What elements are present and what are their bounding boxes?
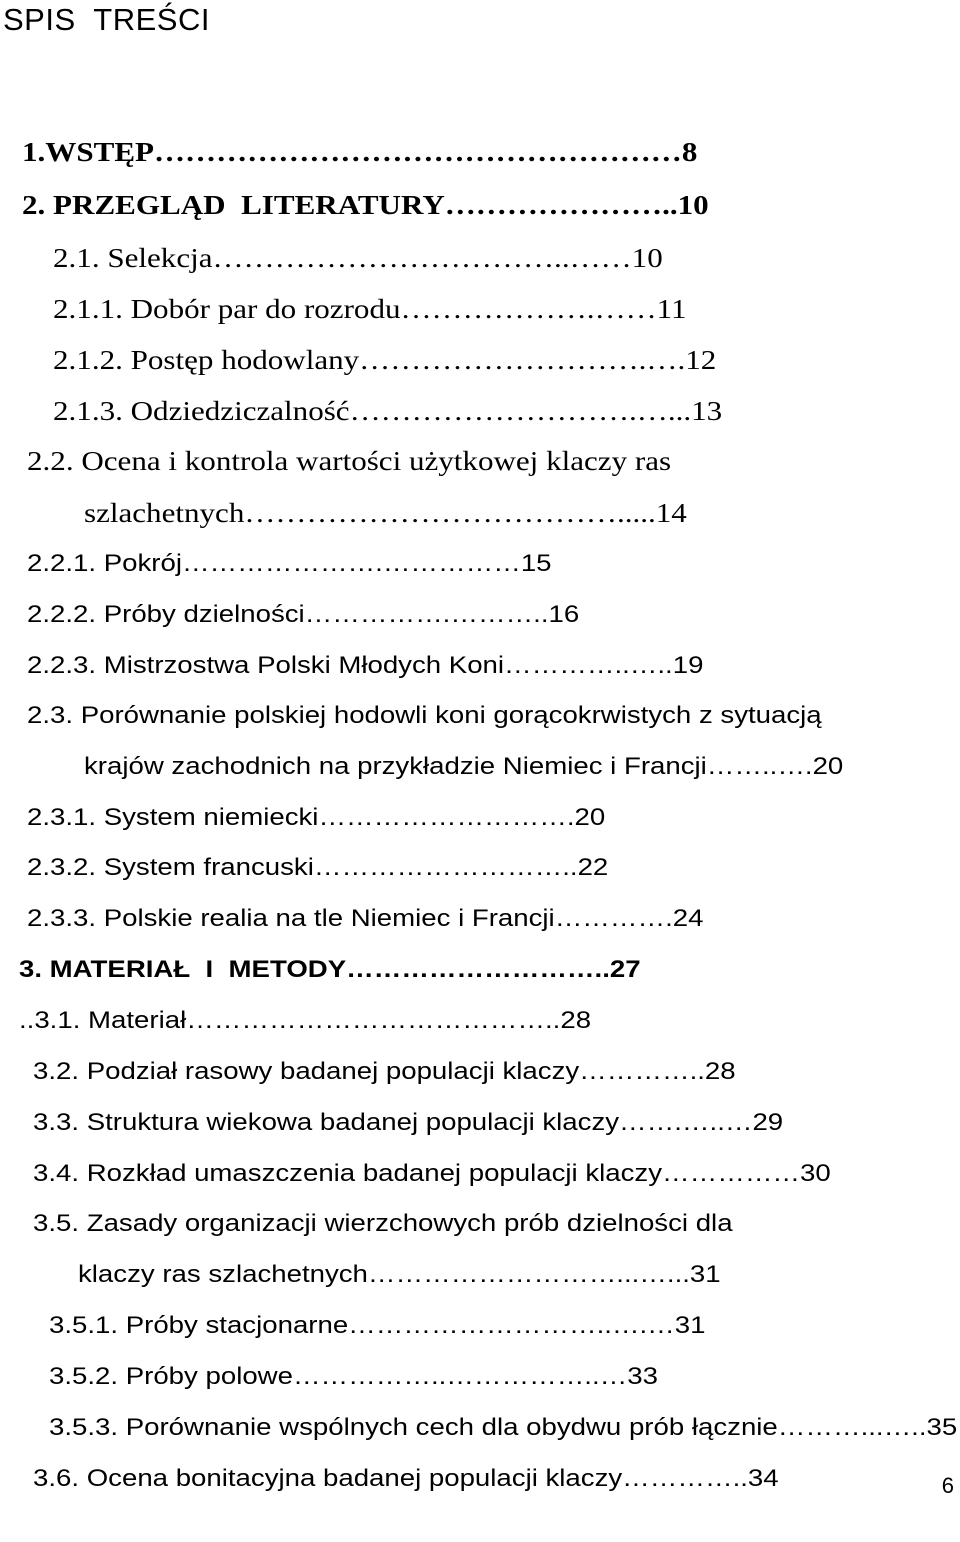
toc-entry-3-5: [17, 1164, 942, 1237]
toc-heading: SPIS TREŚCI: [3, 2, 210, 37]
toc-entry-2-3: [11, 656, 942, 729]
toc-entry-text: 3.6. Ocena bonitacyjna badanej populacji klaczy…………..34: [33, 1465, 779, 1492]
toc-entry-text: 3.5. Zasady organizacji wierzchowych prób dzielności dla: [33, 1210, 733, 1237]
toc-entry-text: 2.2.3. Mistrzostwa Polski Młodych Koni…………..…..19: [27, 652, 704, 679]
toc-entry-text: 2.1. Selekcja……………………………..……10: [53, 243, 663, 273]
toc-entry-text: 3.5.2. Próby polowe……………..……………..…33: [49, 1363, 658, 1390]
toc-entry-3-5-cont: [62, 1215, 942, 1288]
toc-entry-text: 3.3. Struktura wiekowa badanej populacji klaczy…….…..…29: [33, 1109, 784, 1136]
toc-entry-text: 2.2. Ocena i kontrola wartości użytkowej klaczy ras: [27, 446, 672, 476]
toc-entry-3: [3, 910, 948, 983]
toc-entry-text: 2.1.1. Dobór par do rozrodu……………….……11: [53, 294, 687, 324]
toc-entry-2-1-2: [37, 300, 942, 375]
toc-entry-text: 3.5.1. Próby stacjonarne………………………..….…31: [49, 1312, 706, 1339]
toc-entry-3-6: [17, 1419, 942, 1492]
toc-entry-3-5-3: [33, 1368, 958, 1441]
toc-entry-2-1: [37, 198, 942, 273]
toc-entry-3-4: [17, 1114, 942, 1187]
toc-entry-2-1-3: [37, 351, 942, 426]
toc-entry-text: 2.2.1. Pokrój………………….……………15: [27, 550, 552, 577]
toc-entry-2-2: [11, 401, 942, 476]
toc-entry-text: 2.1.2. Postęp hodowlany……………………….….12: [53, 345, 717, 375]
toc-entry-2-2-cont: [68, 453, 942, 528]
toc-entry-text: 3.5.3. Porównanie wspólnych cech dla obydwu prób łącznie………...…..35: [49, 1414, 958, 1441]
toc-entry-2-2-3: [11, 606, 942, 679]
toc-entry-2-3-3: [11, 859, 942, 932]
toc-entry-text: 3. MATERIAŁ I METODY………………………..27: [19, 956, 641, 983]
toc-entry-3-1: [3, 961, 942, 1034]
toc-entry-text: 3.4. Rozkład umaszczenia badanej populacji klaczy……………30: [33, 1160, 831, 1187]
toc-entry-text: klaczy ras szlachetnych………………………...…...31: [78, 1261, 721, 1288]
toc-entry-3-2: [17, 1012, 942, 1085]
toc-entry-2-3-1: [11, 758, 942, 831]
toc-entry-text: szlachetnych……………………………….....14: [84, 498, 687, 528]
toc-entry-2-2-1: [11, 504, 942, 577]
toc-entry-text: 3.2. Podział rasowy badanej populacji klaczy…………..28: [33, 1058, 736, 1085]
toc-entry-text: 2.3.2. System francuski………………………..22: [27, 854, 609, 881]
toc-entry-3-5-2: [33, 1317, 942, 1390]
toc-entry-3-3: [17, 1063, 942, 1136]
toc-entry-2-3-cont: [68, 707, 942, 780]
toc-entry-1: [6, 92, 948, 167]
toc-entry-2: [6, 145, 954, 220]
toc-entry-text: 2. PRZEGLĄD LITERATURY…………………..10: [22, 190, 709, 220]
toc-entry-text: 2.3.3. Polskie realia na tle Niemiec i Francji………….24: [27, 905, 704, 932]
toc-entry-2-1-1: [37, 249, 942, 324]
page-number: 6: [941, 1473, 954, 1498]
toc-entry-text: 2.2.2. Próby dzielności…………….………..16: [27, 601, 580, 628]
toc-entry-text: 2.3. Porównanie polskiej hodowli koni gorącokrwistych z sytuacją: [27, 702, 822, 729]
toc-entry-text: 1.WSTĘP……………………………………………8: [22, 137, 698, 167]
toc-entry-2-3-2: [11, 808, 942, 881]
toc-entry-text: 2.1.3. Odziedziczalność……………………….…...13: [53, 396, 723, 426]
toc-entry-3-5-1: [33, 1266, 942, 1339]
toc-entry-text: 2.3.1. System niemiecki……………………….20: [27, 804, 606, 831]
toc-entry-2-2-2: [11, 555, 942, 628]
toc-entry-text: ..3.1. Materiał…………………………………..28: [19, 1007, 592, 1034]
toc-entry-text: krajów zachodnich na przykładzie Niemiec i Francji……..….20: [84, 753, 844, 780]
